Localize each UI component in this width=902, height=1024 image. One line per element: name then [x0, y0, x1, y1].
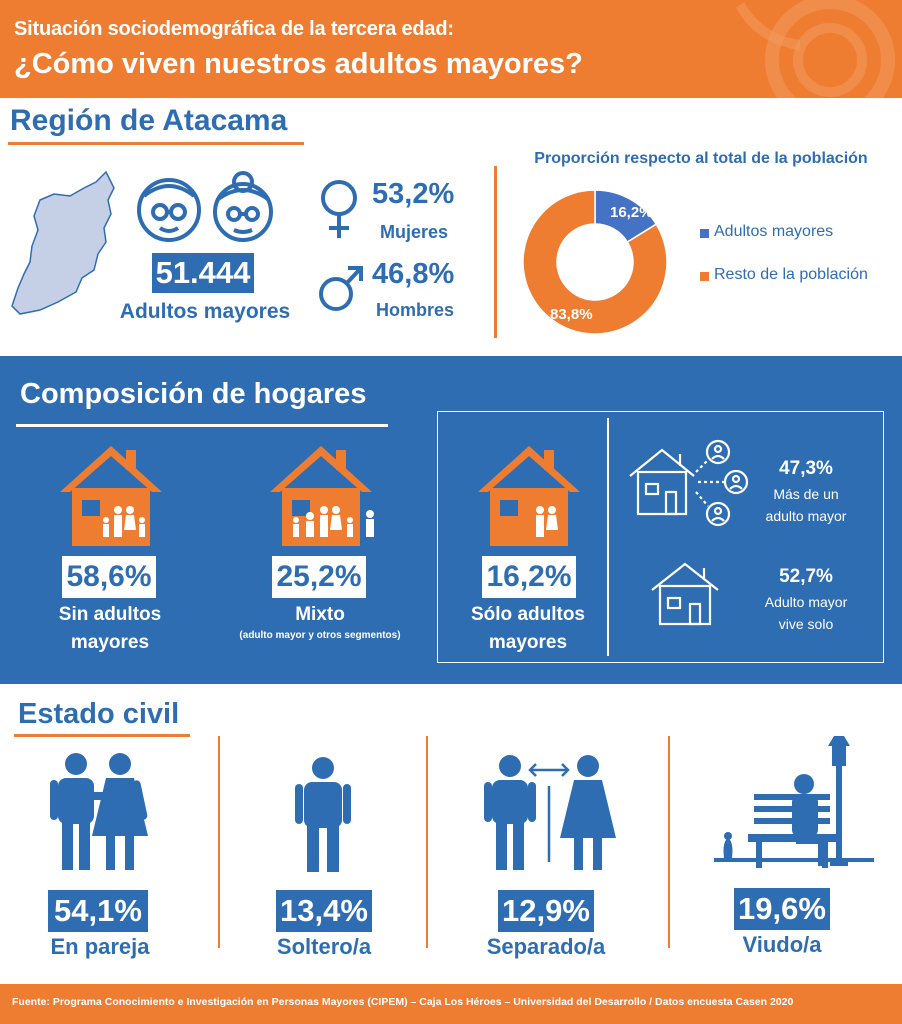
separated-couple-icon [482, 752, 618, 872]
multi-elders-value: 47,3% [779, 458, 833, 479]
women-pct: 53,2% [372, 178, 455, 210]
legend-swatch-elders [700, 229, 709, 238]
single-elder-label-b: vive solo [778, 616, 834, 632]
donut-chart-title: Proporción respecto al total de la población [534, 150, 868, 167]
widowed-bench-icon [714, 734, 874, 870]
civil-divider-2 [426, 736, 428, 948]
male-symbol-icon [318, 264, 364, 312]
region-title-underline [8, 142, 304, 145]
house-family-icon [56, 444, 166, 550]
donut-value-label-1: 83,8% [550, 306, 593, 323]
elders-only-divider [607, 418, 609, 656]
multi-elders-label-b: adulto mayor [765, 508, 847, 524]
single-person-icon [292, 756, 354, 872]
households-title: Composición de hogares [20, 378, 367, 410]
household-label-0b: mayores [70, 632, 150, 653]
civil-value-1: 13,4% [276, 890, 372, 932]
civil-divider-3 [668, 736, 670, 948]
women-label: Mujeres [380, 222, 449, 242]
civil-value-2: 12,9% [498, 890, 594, 932]
total-elders-value: 51.444 [152, 253, 254, 293]
house-mixed-family-icon [266, 444, 386, 550]
footer-source: Fuente: Programa Conocimiento e Investigación en Personas Mayores (CIPEM) – Caja Los Héroes – Universidad del Desarrollo / Datos encuesta Casen 2020 [12, 996, 794, 1008]
legend-label-elders: Adultos mayores [714, 223, 834, 240]
civil-value-3: 19,6% [734, 888, 830, 930]
header-subtitle: Situación sociodemográfica de la tercera edad: [14, 18, 454, 40]
household-value-2: 16,2% [482, 556, 576, 598]
single-elder-label-a: Adulto mayor [764, 594, 848, 610]
civil-title-underline [14, 734, 190, 737]
legend-label-rest: Resto de la población [714, 266, 868, 283]
atacama-map-icon [10, 170, 116, 315]
civil-label-3: Viudo/a [742, 932, 822, 957]
civil-divider-1 [218, 736, 220, 948]
house-single-elder-icon [648, 560, 722, 628]
civil-label-1: Soltero/a [276, 934, 372, 959]
female-symbol-icon [318, 178, 360, 240]
civil-label-2: Separado/a [486, 934, 606, 959]
header-banner [0, 0, 902, 98]
households-section [0, 356, 902, 684]
civil-value-0: 54,1% [48, 890, 148, 932]
donut-value-label-0: 16,2% [610, 204, 653, 221]
household-value-1: 25,2% [272, 556, 366, 598]
legend-swatch-rest [700, 272, 709, 281]
logo-watermark-icon [720, 0, 902, 98]
household-label-0a: Sin adultos [58, 604, 162, 625]
households-title-underline [16, 424, 388, 427]
elderly-couple-icon [132, 170, 282, 244]
civil-title: Estado civil [18, 698, 180, 730]
couple-icon [46, 752, 150, 872]
single-elder-value: 52,7% [779, 566, 833, 587]
multi-elders-label-a: Más de un [773, 486, 839, 502]
household-label-1a: Mixto [295, 604, 345, 625]
header-title: ¿Cómo viven nuestros adultos mayores? [14, 48, 583, 80]
household-label-2a: Sólo adultos [471, 604, 585, 625]
region-divider [494, 166, 497, 338]
household-value-0: 58,6% [62, 556, 156, 598]
region-title: Región de Atacama [10, 104, 288, 137]
footer-source-bar [0, 984, 902, 1024]
civil-label-0: En pareja [50, 934, 150, 959]
total-elders-label: Adultos mayores [119, 300, 291, 323]
household-label-2b: mayores [488, 632, 568, 653]
men-pct: 46,8% [372, 258, 455, 290]
house-multiple-elders-icon [626, 436, 756, 528]
households-title-box [8, 376, 390, 416]
men-label: Hombres [376, 300, 455, 320]
household-label-1b: (adulto mayor y otros segmentos) [239, 630, 401, 641]
